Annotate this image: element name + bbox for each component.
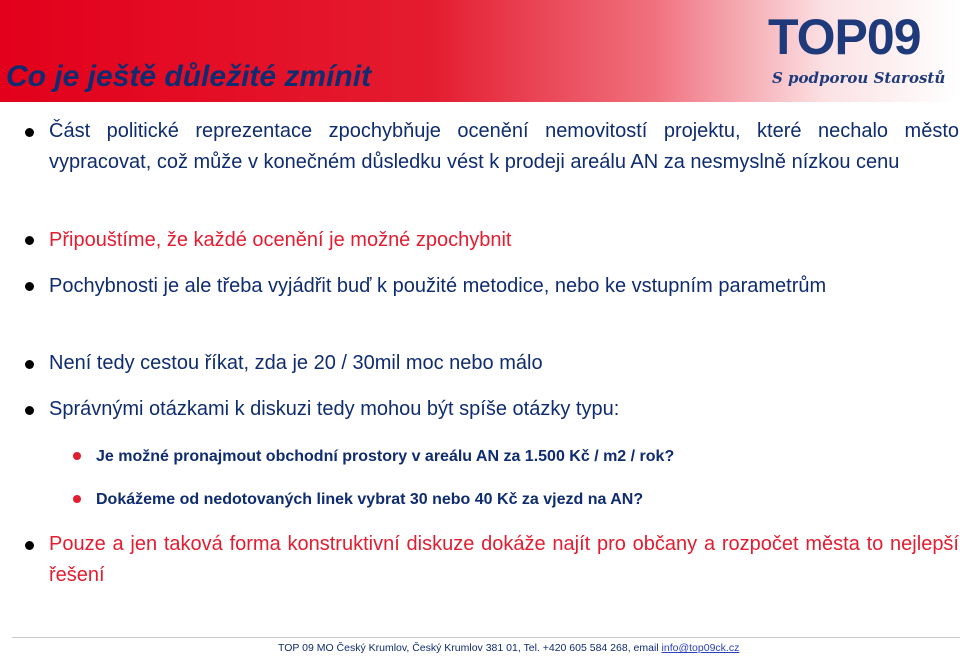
bullet-text: Pochybnosti je ale třeba vyjádřit buď k použité metodice, nebo ke vstupním parametrům [49, 275, 827, 297]
sub-bullet-text: Dokážeme od nedotovaných linek vybrat 30 nebo 40 Kč za vjezd na AN? [96, 491, 644, 508]
bullet-dot-icon [25, 236, 34, 245]
bullet-dot-icon [25, 406, 34, 415]
footer-divider [12, 637, 960, 638]
bullet-text: Pouze a jen taková forma konstruktivní diskuze dokáže najít pro občany a rozpočet města to nejlepší řešení [49, 533, 959, 586]
bullet-dot-icon [25, 541, 34, 550]
page-title: Co je ještě důležité zmínit [6, 60, 372, 93]
bullet-text: Část politické reprezentace zpochybňuje ocenění nemovitostí projektu, které nechalo město vypracovat, což může v konečném důsledku vést k prodeji areálu AN za nesmyslně nízkou cenu [49, 120, 959, 173]
footer-email-link[interactable]: info@top09ck.cz [661, 642, 740, 654]
bullet-dot-icon [25, 282, 34, 291]
logo-tagline: S podporou Starostů [772, 69, 946, 87]
footer-contact-text: TOP 09 MO Český Krumlov, Český Krumlov 381 01, Tel. +420 605 584 268, email [278, 642, 662, 654]
bullet-dot-icon [25, 128, 34, 137]
bullet-dot-icon [25, 360, 34, 369]
top09-logo [768, 8, 958, 98]
sub-bullet-dot-icon [73, 495, 81, 503]
sub-bullet-dot-icon [73, 452, 81, 460]
logo-wordmark: TOP09 [768, 9, 921, 65]
bullet-text: Připouštíme, že každé ocenění je možné zpochybnit [49, 229, 512, 251]
sub-bullet-text: Je možné pronajmout obchodní prostory v areálu AN za 1.500 Kč / m2 / rok? [96, 448, 675, 465]
bullet-text: Není tedy cestou říkat, zda je 20 / 30mil moc nebo málo [49, 352, 543, 374]
bullet-text: Správnými otázkami k diskuzi tedy mohou být spíše otázky typu: [49, 398, 620, 420]
footer [278, 642, 739, 654]
